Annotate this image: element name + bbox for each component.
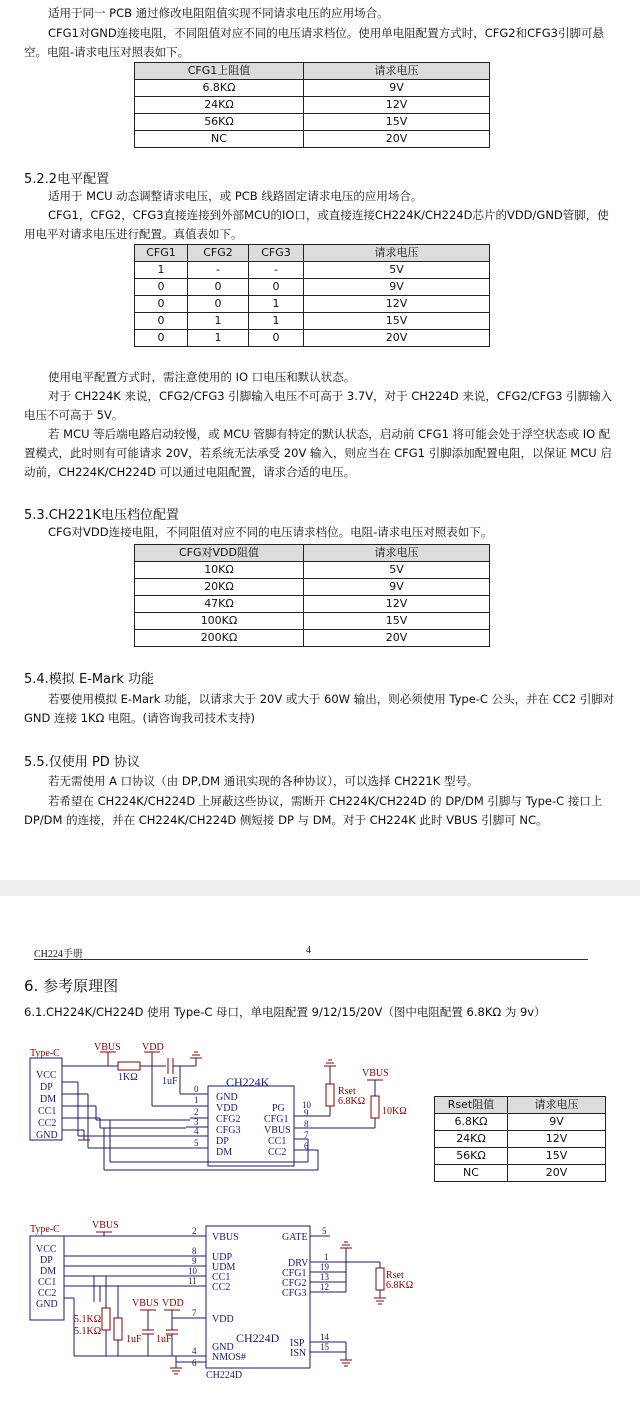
table-row xyxy=(135,114,490,131)
chip-pin: CFG3 xyxy=(216,1125,241,1136)
table-row xyxy=(135,579,490,596)
table-row xyxy=(135,262,490,279)
table-cell: 0 xyxy=(249,330,304,347)
table-cell: 24KΩ xyxy=(435,1131,508,1148)
vdd-label: VDD xyxy=(142,1042,164,1053)
table-header-row xyxy=(135,245,490,262)
resistor-10k xyxy=(371,1096,379,1118)
table-cell: 0 xyxy=(188,296,249,313)
table-row xyxy=(135,80,490,97)
chip-pin: VBUS xyxy=(212,1232,239,1243)
typec-pin: DP xyxy=(40,1082,53,1093)
table-header-row xyxy=(435,1097,606,1114)
resistor-5k1-b xyxy=(114,1318,122,1340)
schematic-ch224k xyxy=(0,1036,430,1176)
vdd-label: VDD xyxy=(162,1298,184,1309)
chip-pin: CFG1 xyxy=(282,1268,307,1279)
table-cell: 9V xyxy=(304,80,490,97)
table-header: 请求电压 xyxy=(304,245,490,262)
table-cell: 5V xyxy=(304,562,490,579)
table-cell: 0 xyxy=(188,279,249,296)
pin-num: 13 xyxy=(320,1272,329,1282)
table-row xyxy=(135,613,490,630)
table-row xyxy=(135,562,490,579)
typec-pin: GND xyxy=(36,1299,58,1310)
table-row xyxy=(435,1165,606,1182)
table-cell: 1 xyxy=(188,330,249,347)
table-cell: 100KΩ xyxy=(135,613,304,630)
r2-value: 10KΩ xyxy=(382,1106,407,1117)
table-cell: 56KΩ xyxy=(435,1148,508,1165)
table-row xyxy=(135,131,490,148)
table-cell: 6.8KΩ xyxy=(135,80,304,97)
table-cell: 200KΩ xyxy=(135,630,304,647)
table-cell: 20V xyxy=(304,330,490,347)
pin-num: 2 xyxy=(192,1226,197,1236)
pin-num: 6 xyxy=(304,1141,309,1151)
pin-num: 3 xyxy=(194,1117,199,1127)
pin-num: 8 xyxy=(304,1119,309,1129)
pin-num: 1 xyxy=(324,1252,329,1262)
typec-pin: CC2 xyxy=(38,1288,57,1299)
pin-num: 0 xyxy=(194,1084,199,1094)
typec-label: Type-C xyxy=(30,1224,60,1235)
chip-pin: ISN xyxy=(290,1348,307,1359)
rset-label: Rset xyxy=(338,1086,356,1097)
pin-num: 6 xyxy=(192,1358,197,1368)
pin-num: 7 xyxy=(304,1130,309,1140)
table-cell: 12V xyxy=(304,596,490,613)
table-cell: 12V xyxy=(304,97,490,114)
typec-label: Type-C xyxy=(30,1048,60,1059)
sec55-p1: 若无需使用 A 口协议（由 DP,DM 通讯实现的各种协议），可以选择 CH221K 型号。 xyxy=(48,774,479,788)
pin-num: 5 xyxy=(194,1138,199,1148)
table-cell: 15V xyxy=(304,313,490,330)
table-cell: 1 xyxy=(249,313,304,330)
rset-value: 6.8KΩ xyxy=(386,1280,414,1291)
page-break xyxy=(0,880,640,896)
table-row xyxy=(135,630,490,647)
notes-p1: 使用电平配置方式时，需注意使用的 IO 口电压和默认状态。 xyxy=(48,370,356,384)
manual-name: CH224手册 xyxy=(34,949,83,960)
table-cell: NC xyxy=(135,131,304,148)
chip-pin: GND xyxy=(216,1092,238,1103)
table-cell: NC xyxy=(435,1165,508,1182)
sec53-p1: CFG对VDD连接电阻，不同阻值对应不同的电压请求档位。电阻-请求电压对照表如下。 xyxy=(48,525,493,539)
rset-label: Rset xyxy=(386,1270,404,1281)
rset-value: 6.8KΩ xyxy=(338,1096,366,1107)
table-cell: 5V xyxy=(304,262,490,279)
table-header: CFG2 xyxy=(188,245,249,262)
typec-pin: GND xyxy=(36,1130,58,1141)
intro-line2: CFG1对GND连接电阻，不同阻值对应不同的电压请求档位。使用单电阻配置方式时，CFG2和CFG3引脚可悬空。电阻-请求电压对照表如下。 xyxy=(24,26,604,59)
table-row xyxy=(135,279,490,296)
pin-num: 8 xyxy=(192,1246,197,1256)
chip-pin: NMOS# xyxy=(212,1352,246,1363)
table-cell: 0 xyxy=(135,330,188,347)
r-b-value: 5.1KΩ xyxy=(74,1326,102,1337)
notes-p2: 对于 CH224K 来说，CFG2/CFG3 引脚输入电压不可高于 3.7V，对于 CH224D 来说，CFG2/CFG3 引脚输入电压不可高于 5V。 xyxy=(24,389,613,422)
page-number: 4 xyxy=(306,945,311,956)
resistor-table-cfg-vdd xyxy=(134,544,490,647)
typec-pin: DP xyxy=(40,1255,53,1266)
pin-num: 15 xyxy=(320,1342,329,1352)
vbus-label: VBUS xyxy=(94,1042,121,1053)
table-cell: 47KΩ xyxy=(135,596,304,613)
chip-name: CH224K xyxy=(226,1075,270,1089)
chip-pin: CC2 xyxy=(268,1147,287,1158)
table-row xyxy=(135,296,490,313)
table-cell: - xyxy=(249,262,304,279)
table-cell: 0 xyxy=(135,279,188,296)
pin-num: 4 xyxy=(194,1126,199,1136)
table-cell: 24KΩ xyxy=(135,97,304,114)
chip-label: CH224D xyxy=(206,1370,243,1381)
table-cell: 6.8KΩ xyxy=(435,1114,508,1131)
chip-pin: VDD xyxy=(216,1103,238,1114)
table-cell: 1 xyxy=(249,296,304,313)
intro-line1: 适用于同一 PCB 通过修改电阻阻值实现不同请求电压的应用场合。 xyxy=(48,6,389,20)
table-cell: 20KΩ xyxy=(135,579,304,596)
chip-pin: VDD xyxy=(212,1314,234,1325)
pin-num: 4 xyxy=(192,1346,197,1356)
chip-pin: CFG2 xyxy=(282,1278,307,1289)
table-cell: 20V xyxy=(508,1165,606,1182)
section-title-6: 6. 参考原理图 xyxy=(24,977,119,995)
chip-pin: ISP xyxy=(290,1338,305,1349)
section-title-55: 5.5.仅使用 PD 协议 xyxy=(24,755,140,770)
sec6-subtitle: 6.1.CH224K/CH224D 使用 Type-C 母口，单电阻配置 9/12/15/20V（图中电阻配置 6.8KΩ 为 9v） xyxy=(24,1005,546,1019)
table-cell: 56KΩ xyxy=(135,114,304,131)
chip-pin: DM xyxy=(216,1147,233,1158)
section-title-54: 5.4.模拟 E-Mark 功能 xyxy=(24,672,155,687)
r-a-value: 5.1KΩ xyxy=(74,1314,102,1325)
chip-pin: GATE xyxy=(282,1232,308,1243)
table-header: CFG1上阻值 xyxy=(135,63,304,80)
typec-pin: CC1 xyxy=(38,1277,57,1288)
table-row xyxy=(435,1148,606,1165)
chip-pin: CFG3 xyxy=(282,1288,307,1299)
resistor-5k1-a xyxy=(102,1308,110,1330)
resistor-rset xyxy=(376,1268,384,1290)
chip-pin: PG xyxy=(272,1103,285,1114)
chip-pin: UDP xyxy=(212,1252,233,1263)
pin-num: 5 xyxy=(322,1226,327,1236)
table-row xyxy=(135,97,490,114)
table-cell: 1 xyxy=(135,262,188,279)
pin-num: 14 xyxy=(320,1332,329,1342)
typec-pin: CC1 xyxy=(38,1106,57,1117)
table-cell: 15V xyxy=(508,1148,606,1165)
table-row xyxy=(135,596,490,613)
pin-num: 9 xyxy=(304,1108,309,1118)
pin-num: 10 xyxy=(302,1100,311,1110)
table-cell: 0 xyxy=(249,279,304,296)
chip-pin: CC2 xyxy=(212,1282,231,1293)
notes-p3: 若 MCU 等后端电路启动较慢，或 MCU 管脚有特定的默认状态，启动前 CFG1 将可能会处于浮空状态或 IO 配置模式，此时则有可能请求 20V，若系统无法承受 20V 输入，则应当在 CFG1 引脚添加配置电阻，以保证 MCU 启动前，CH224K/CH224D 可以通过电阻配置，请求合适的电压。 xyxy=(24,427,612,479)
truth-table xyxy=(134,244,490,347)
table-cell: 0 xyxy=(135,296,188,313)
typec-pin: VCC xyxy=(36,1070,57,1081)
table-row xyxy=(435,1131,606,1148)
c1-value: 1uF xyxy=(162,1076,178,1087)
table-cell: 15V xyxy=(304,613,490,630)
chip-pin: CC1 xyxy=(268,1136,287,1147)
pin-num: 19 xyxy=(320,1262,329,1272)
sec55-p2: 若希望在 CH224K/CH224D 上屏蔽这些协议，需断开 CH224K/CH224D 的 DP/DM 引脚与 Type-C 接口上 DP/DM 的连接，并在 CH224K/CH224D 侧短接 DP 与 DM。对于 CH224K 此时 VBUS 引脚可 NC。 xyxy=(24,794,603,827)
resistor-table-1 xyxy=(134,62,490,148)
table-cell: 12V xyxy=(508,1131,606,1148)
table-header: 请求电压 xyxy=(508,1097,606,1114)
sec522-p2: CFG1，CFG2，CFG3直接连接到外部MCU的IO口，或直接连接CH224K/CH224D芯片的VDD/GND管脚，使用电平对请求电压进行配置。真值表如下。 xyxy=(24,208,609,241)
section-title-522: 5.2.2电平配置 xyxy=(24,172,110,187)
pin-num: 12 xyxy=(320,1282,329,1292)
page-header xyxy=(34,945,588,960)
chip-pin: UDM xyxy=(212,1262,236,1273)
schematic-ch224d xyxy=(0,1218,430,1418)
table-cell: 20V xyxy=(304,131,490,148)
vbus2-label: VBUS xyxy=(362,1068,389,1079)
resistor-1k xyxy=(118,1062,140,1070)
vbus2-label: VBUS xyxy=(132,1298,159,1309)
table-header: CFG对VDD阻值 xyxy=(135,545,304,562)
resistor-rset xyxy=(326,1084,334,1106)
table-header: 请求电压 xyxy=(304,545,490,562)
table-row xyxy=(135,313,490,330)
c-b-value: 1uF xyxy=(156,1334,172,1345)
table-cell: 9V xyxy=(304,579,490,596)
chip-pin: CC1 xyxy=(212,1272,231,1283)
table-cell: 9V xyxy=(508,1114,606,1131)
table-cell: 1 xyxy=(188,313,249,330)
table-cell: 10KΩ xyxy=(135,562,304,579)
table-row xyxy=(435,1114,606,1131)
pin-num: 2 xyxy=(194,1107,199,1117)
table-header-row xyxy=(135,545,490,562)
chip-pin: DP xyxy=(216,1136,229,1147)
table-header: CFG1 xyxy=(135,245,188,262)
typec-pin: CC2 xyxy=(38,1118,57,1129)
table-cell: 9V xyxy=(304,279,490,296)
c-a-value: 1uF xyxy=(126,1334,142,1345)
pin-num: 7 xyxy=(192,1308,197,1318)
r1-value: 1KΩ xyxy=(118,1072,138,1083)
pin-num: 11 xyxy=(188,1276,197,1286)
sec54-p1: 若要使用模拟 E-Mark 功能，以请求大于 20V 或大于 60W 输出，则必须使用 Type-C 公头，并在 CC2 引脚对 GND 连接 1KΩ 电阻。(请咨询我司技术支持) xyxy=(24,692,615,725)
table-cell: - xyxy=(188,262,249,279)
chip-pin: CFG1 xyxy=(264,1114,289,1125)
typec-pin: VCC xyxy=(36,1244,57,1255)
chip-pin: CFG2 xyxy=(216,1114,241,1125)
chip-pin: DRV xyxy=(288,1258,309,1269)
typec-pin: DM xyxy=(40,1094,57,1105)
pin-num: 9 xyxy=(192,1256,197,1266)
section-title-53: 5.3.CH221K电压档位配置 xyxy=(24,508,179,523)
table-header-row xyxy=(135,63,490,80)
table-cell: 12V xyxy=(304,296,490,313)
vbus-label: VBUS xyxy=(92,1220,119,1231)
pin-num: 1 xyxy=(194,1095,199,1105)
table-cell: 20V xyxy=(304,630,490,647)
rset-table xyxy=(434,1096,606,1182)
sec522-p1: 适用于 MCU 动态调整请求电压，或 PCB 线路固定请求电压的应用场合。 xyxy=(48,189,423,203)
table-header: CFG3 xyxy=(249,245,304,262)
table-cell: 0 xyxy=(135,313,188,330)
chip-pin: VBUS xyxy=(264,1125,291,1136)
table-cell: 15V xyxy=(304,114,490,131)
pin-num: 10 xyxy=(188,1266,197,1276)
typec-pin: DM xyxy=(40,1266,57,1277)
table-header: 请求电压 xyxy=(304,63,490,80)
table-row xyxy=(135,330,490,347)
table-header: Rset阻值 xyxy=(435,1097,508,1114)
chip-name: CH224D xyxy=(236,1331,280,1345)
chip-pin: GND xyxy=(212,1342,234,1353)
